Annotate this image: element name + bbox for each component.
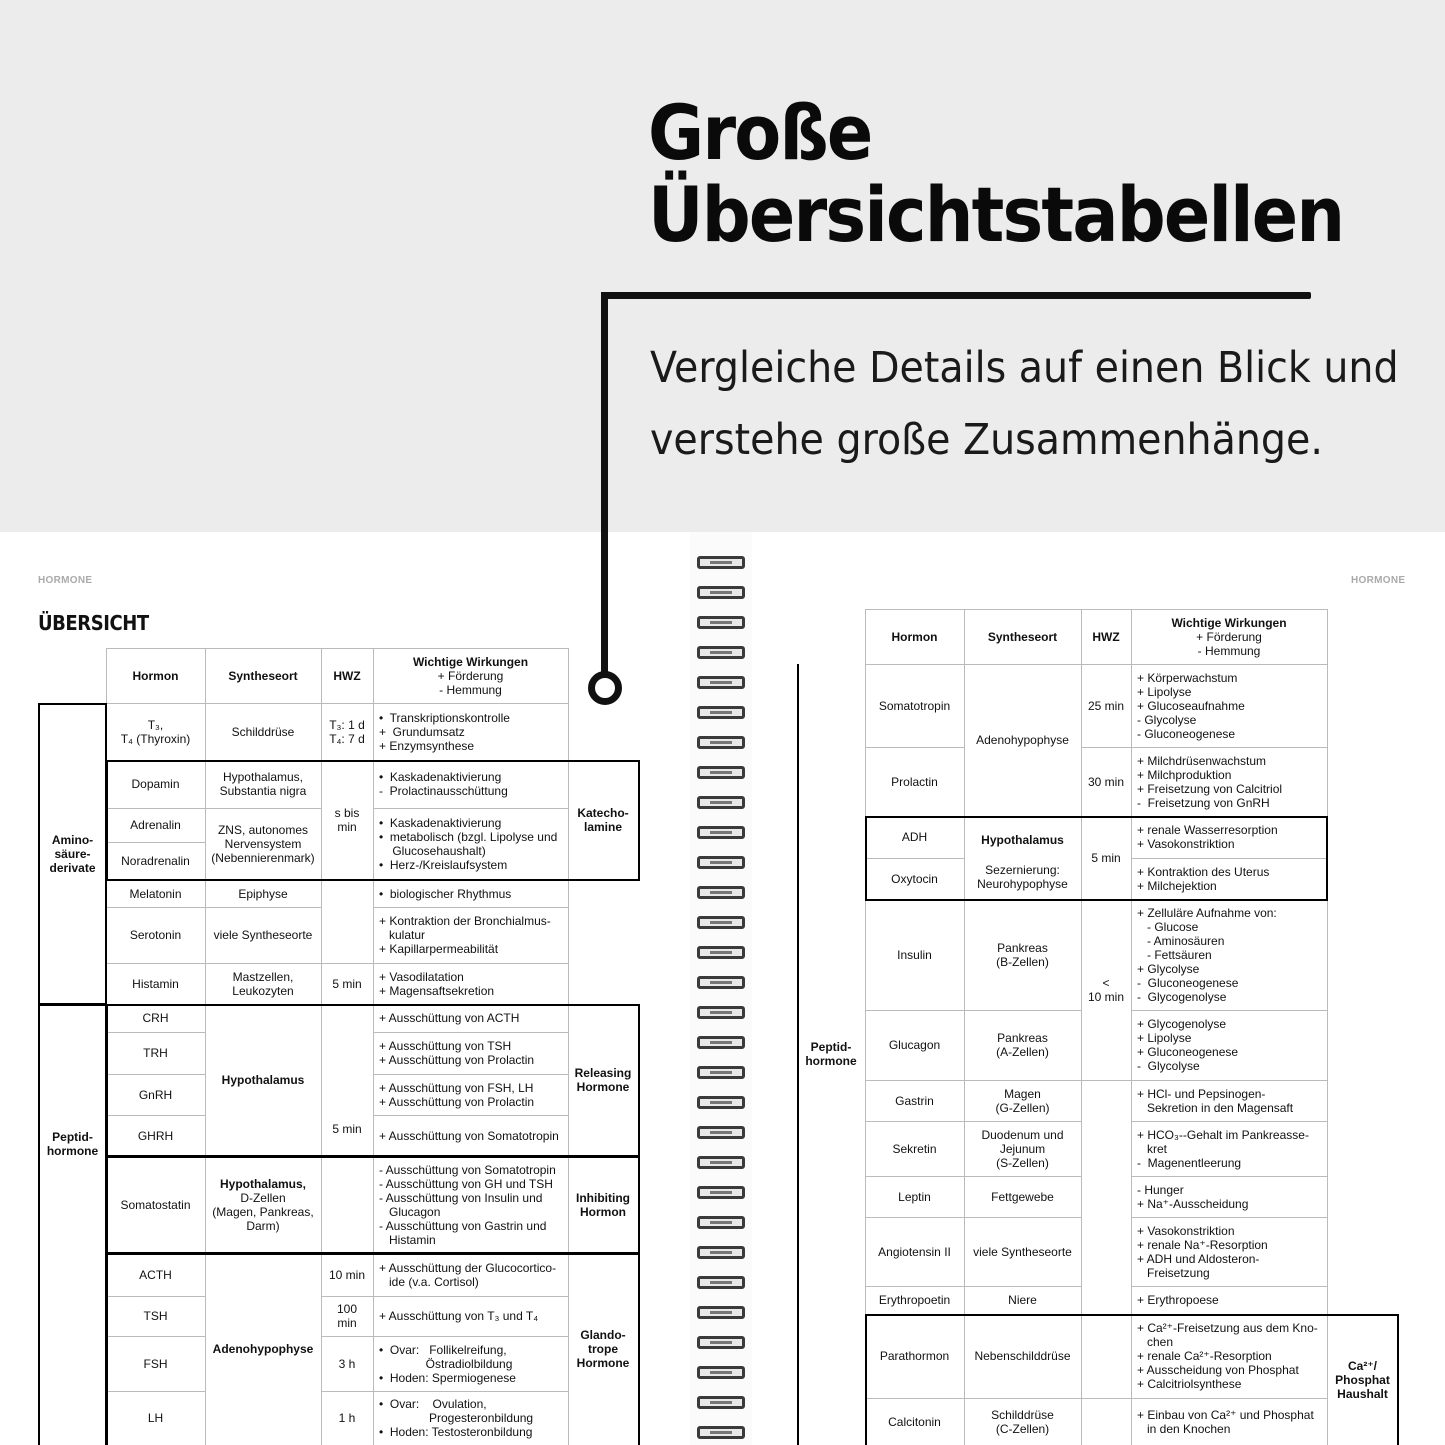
right-row-hormone: Oxytocin — [891, 872, 938, 886]
spiral-ring — [697, 1306, 745, 1319]
right-row-site: Fettgewebe — [991, 1189, 1054, 1204]
left-row-effects: - Ausschüttung von Somatotropin - Ausschüttung von GH und TSH - Ausschüttung von Insulin und Glucagon - Ausschüttung von Gastrin und Histamin — [379, 1162, 556, 1247]
left-row-site: Hypothalamus, Substantia nigra — [219, 770, 307, 798]
adh-box — [865, 816, 1328, 901]
right-header-3: Wichtige Wirkungen + Förderung - Hemmung — [1171, 615, 1287, 658]
left-row-hormone: TSH — [143, 1309, 168, 1323]
left-row-hormone: Melatonin — [129, 886, 182, 901]
left-row-effects: • Ovar: Follikelreifung, Östradiolbildung • Hoden: Spermiogenese — [379, 1342, 516, 1385]
catecholamine-effects: • Kaskadenaktivierung • metabolisch (bzgl. Lipolyse und Glucosehaushalt) • Herz-/Kreislaufsystem — [379, 816, 558, 872]
right-row-effects: + Einbau von Ca²⁺ und Phosphat in den Knochen — [1137, 1407, 1314, 1436]
catecholamine-site: ZNS, autonomes Nervensystem (Nebennierenmark) — [211, 823, 315, 865]
left-header-0: Hormon — [132, 668, 179, 683]
left-row-effects: + Ausschüttung von T₃ und T₄ — [379, 1309, 539, 1323]
left-row-effects: + Ausschüttung der Glucocortico- ide (v.a. Cortisol) — [379, 1260, 557, 1289]
side-label-calcium: Ca²⁺/ Phosphat Haushalt — [1335, 1358, 1390, 1401]
left-row-effects: + Ausschüttung von TSH + Ausschüttung von Prolactin — [379, 1039, 535, 1067]
spiral-ring — [697, 796, 745, 809]
right-group-label: Peptid- hormone — [805, 1040, 857, 1068]
left-row-hormone: GnRH — [138, 1087, 173, 1102]
glandotrope-box — [106, 1253, 640, 1445]
spiral-ring — [697, 616, 745, 629]
spiral-ring — [697, 1426, 745, 1439]
spiral-ring — [697, 1186, 745, 1199]
hero-title-line-2: Übersichtstabellen — [648, 170, 1344, 259]
peptide-hwz: 5 min — [332, 1121, 362, 1136]
section-title: ÜBERSICHT — [38, 611, 149, 635]
catecholamine-box — [106, 760, 640, 881]
left-row-hormone: ACTH — [139, 1267, 172, 1282]
spiral-ring — [697, 826, 745, 839]
releasing-box — [106, 1004, 640, 1157]
insulin-hwz: < 10 min — [1087, 976, 1125, 1004]
inhibiting-box — [106, 1156, 640, 1254]
spiral-ring — [697, 1396, 745, 1409]
left-header-2: HWZ — [333, 668, 361, 683]
right-row-effects: + Milchdrüsenwachstum + Milchproduktion + Freisetzung von Calcitriol - Freisetzung von GnRH — [1137, 753, 1283, 810]
adh-hwz: 5 min — [1091, 851, 1121, 865]
hero-title — [648, 88, 1344, 259]
spiral-ring — [697, 1156, 745, 1169]
adeno-site: Adenohypophyse — [976, 733, 1069, 747]
spiral-ring — [697, 676, 745, 689]
side-label-releasing: Releasing Hormone — [574, 1066, 632, 1094]
left-row-hwz: 100 min — [336, 1302, 358, 1330]
right-row-hormone: Leptin — [898, 1189, 931, 1204]
left-row-effects: + Ausschüttung von ACTH — [379, 1011, 520, 1025]
left-row-site: Mastzellen, Leukozyten — [232, 969, 294, 998]
right-row-site: Niere — [1008, 1293, 1037, 1307]
spiral-ring — [697, 1366, 745, 1379]
side-label-inhibiting: Inhibiting Hormon — [576, 1190, 630, 1219]
spiral-ring — [697, 1126, 745, 1139]
spiral-ring — [697, 1246, 745, 1259]
right-row-effects: + Ca²⁺-Freisetzung aus dem Kno- chen + renale Ca²⁺-Resorption + Ausscheidung von Phosphat + Calcitriolsynthese — [1137, 1321, 1318, 1391]
left-row-hwz: 10 min — [328, 1267, 366, 1282]
right-row-site: viele Syntheseorte — [973, 1244, 1072, 1259]
right-row-hormone: Angiotensin II — [878, 1244, 951, 1259]
right-row-effects: + Erythropoese — [1137, 1293, 1219, 1307]
glandotrope-site: Adenohypophyse — [212, 1342, 314, 1356]
spiral-ring — [697, 976, 745, 989]
right-row-hormone: Gastrin — [895, 1093, 934, 1108]
right-row-hormone: Insulin — [897, 948, 932, 962]
right-row-effects: + renale Wasserresorption + Vasokonstriktion — [1137, 823, 1278, 851]
right-row-effects: + Glycogenolyse + Lipolyse + Gluconeogenese - Glycolyse — [1137, 1017, 1239, 1073]
left-row-effects: • Transkriptionskontrolle + Grundumsatz + Enzymsynthese — [379, 710, 510, 753]
right-row-hormone: Prolactin — [891, 774, 938, 789]
right-row-site: Schilddrüse (C-Zellen) — [991, 1407, 1054, 1436]
left-header-3: Wichtige Wirkungen + Förderung - Hemmung — [412, 654, 529, 697]
table-rule — [865, 609, 1327, 610]
left-row-hormone: FSH — [143, 1356, 168, 1371]
right-row-hwz: 30 min — [1087, 774, 1125, 789]
merged-cell-bg — [1082, 1081, 1131, 1313]
spiral-ring — [697, 646, 745, 659]
right-row-site: Pankreas (B-Zellen) — [996, 941, 1049, 969]
spiral-ring — [697, 1036, 745, 1049]
left-row-effects: • biologischer Rhythmus — [379, 886, 512, 901]
releasing-site: Hypothalamus — [221, 1073, 305, 1087]
right-row-hormone: Parathormon — [879, 1349, 950, 1363]
left-row-site: Hypothalamus, D-Zellen (Magen, Pankreas, Darm) — [212, 1176, 314, 1233]
left-row-hormone: Somatostatin — [120, 1197, 191, 1212]
right-row-hormone: Sekretin — [892, 1141, 937, 1156]
hypothalamus-site: Hypothalamus — [981, 833, 1064, 847]
left-row-site: Schilddrüse — [231, 724, 295, 739]
spiral-ring — [697, 886, 745, 899]
spiral-ring — [697, 736, 745, 749]
spiral-ring — [697, 1006, 745, 1019]
left-row-hormone: Serotonin — [129, 928, 182, 942]
left-row-hormone: GHRH — [137, 1128, 174, 1143]
callout-dot — [588, 671, 622, 705]
spiral-ring — [697, 706, 745, 719]
left-row-hormone: Histamin — [132, 976, 179, 991]
merged-cell-bg — [322, 881, 373, 962]
group-label-amino: Amino- säure- derivate — [49, 832, 96, 875]
left-row-hormone: LH — [147, 1411, 164, 1425]
right-row-hormone: ADH — [901, 830, 928, 844]
callout-line-vertical — [601, 292, 608, 675]
left-row-effects: + Vasodilatation + Magensaftsekretion — [379, 969, 495, 998]
left-header-1: Syntheseort — [228, 668, 298, 683]
left-row-effects: + Ausschüttung von FSH, LH + Ausschüttung von Prolactin — [379, 1080, 535, 1109]
spiral-ring — [697, 766, 745, 779]
spiral-ring — [697, 1276, 745, 1289]
left-row-hwz: 3 h — [338, 1356, 356, 1371]
left-row-hormone: Dopamin — [131, 777, 180, 791]
right-running-head: HORMONE — [1351, 575, 1406, 586]
spiral-ring — [697, 586, 745, 599]
right-row-site: Nebenschilddrüse — [974, 1349, 1071, 1363]
hero-subtitle — [650, 332, 1399, 476]
side-label-catecholamine: Katecho- lamine — [577, 806, 629, 834]
left-row-hwz: 1 h — [338, 1411, 356, 1425]
callout-line-horizontal — [601, 292, 1311, 299]
right-header-0: Hormon — [891, 629, 938, 644]
left-row-effects: • Ovar: Ovulation, Progesteronbildung • Hoden: Testosteronbildung — [379, 1397, 534, 1439]
spiral-ring — [697, 946, 745, 959]
right-row-hormone: Somatotropin — [878, 698, 951, 713]
right-row-site: Pankreas (A-Zellen) — [996, 1031, 1049, 1059]
right-row-effects: + Kontraktion des Uterus + Milchejektion — [1137, 865, 1270, 893]
right-row-effects: + Zelluläre Aufnahme von: - Glucose - Aminosäuren - Fettsäuren + Glycolyse - Gluconeogenese - Glycogenolyse — [1137, 906, 1277, 1004]
left-row-hwz: 5 min — [332, 976, 362, 991]
right-row-hormone: Glucagon — [888, 1038, 941, 1052]
right-row-site: Magen (G-Zellen) — [995, 1086, 1050, 1115]
left-row-site: viele Syntheseorte — [213, 928, 313, 942]
catecholamine-hwz: s bis min — [334, 806, 360, 834]
right-header-2: HWZ — [1092, 629, 1120, 644]
left-row-site: Epiphyse — [238, 886, 288, 901]
neurohypophyse-note: Sezernierung: Neurohypophyse — [977, 863, 1068, 891]
right-row-hormone: Erythropoetin — [878, 1293, 951, 1307]
spiral-ring — [697, 1066, 745, 1079]
spiral-ring — [697, 856, 745, 869]
right-row-effects: + Vasokonstriktion + renale Na⁺-Resorption + ADH und Aldosteron- Freisetzung — [1137, 1223, 1268, 1280]
side-label-glandotrope: Glando- trope Hormone — [576, 1328, 630, 1370]
spiral-ring — [697, 556, 745, 569]
left-row-effects: + Kontraktion der Bronchialmus- kulatur + Kapillarpermeabilität — [379, 914, 551, 956]
spiral-ring — [697, 916, 745, 929]
right-header-1: Syntheseort — [987, 629, 1058, 644]
left-row-hwz: T₃: 1 d T₄: 7 d — [329, 717, 365, 746]
right-row-effects: + HCO₃--Gehalt im Pankreasse- kret - Magenentleerung — [1137, 1127, 1309, 1170]
table-rule — [106, 648, 568, 649]
left-row-hormone: Noradrenalin — [121, 854, 190, 868]
left-row-hormone: TRH — [143, 1046, 168, 1060]
left-row-effects: + Ausschüttung von Somatotropin — [379, 1128, 559, 1143]
right-row-effects: - Hunger + Na⁺-Ausscheidung — [1137, 1182, 1249, 1211]
right-row-effects: + HCl- und Pepsinogen- Sekretion in den Magensaft — [1137, 1086, 1294, 1115]
hero-subtitle-line-1: Vergleiche Details auf einen Blick und — [650, 343, 1399, 393]
spiral-ring — [697, 1096, 745, 1109]
right-row-site: Duodenum und Jejunum (S-Zellen) — [981, 1127, 1064, 1170]
spiral-ring — [697, 1216, 745, 1229]
left-row-hormone: Adrenalin — [130, 818, 181, 832]
left-row-hormone: T₃, T₄ (Thyroxin) — [120, 717, 191, 746]
left-running-head: HORMONE — [38, 575, 93, 586]
hero-title-line-1: Große — [648, 88, 872, 177]
left-row-effects: • Kaskadenaktivierung - Prolactinausschüttung — [379, 770, 508, 798]
right-row-hwz: 25 min — [1087, 698, 1125, 713]
right-row-hormone: Calcitonin — [888, 1414, 941, 1429]
group-label-peptide: Peptid- hormone — [46, 1129, 99, 1158]
spiral-ring — [697, 1336, 745, 1349]
left-row-hormone: CRH — [142, 1011, 169, 1025]
calcium-box — [865, 1314, 1399, 1445]
right-row-effects: + Körperwachstum + Lipolyse + Glucoseaufnahme - Glycolyse - Gluconeogenese — [1137, 670, 1245, 741]
hero-subtitle-line-2: verstehe große Zusammenhänge. — [650, 415, 1323, 465]
